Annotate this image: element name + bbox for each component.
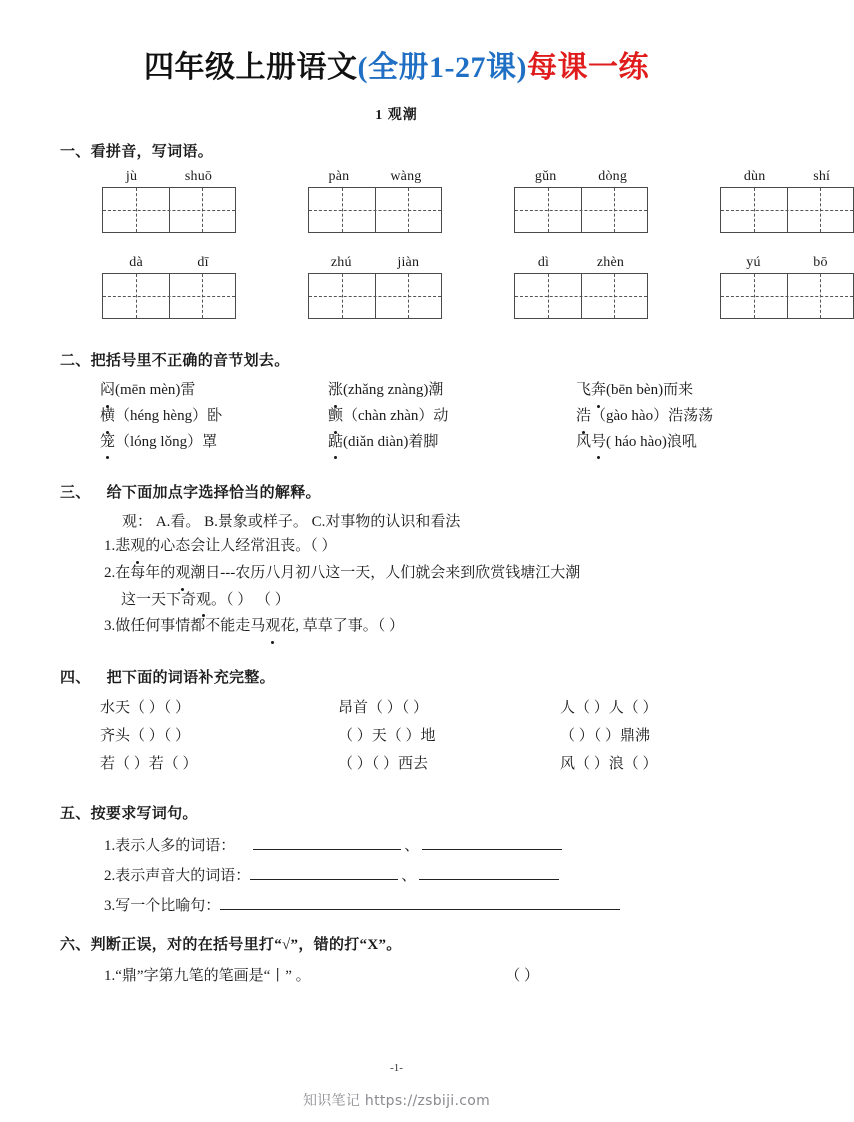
- prefix-char: 风: [576, 433, 592, 450]
- section-number-2: 二、: [60, 353, 91, 369]
- tianzige-box[interactable]: [720, 187, 854, 233]
- tianzige-cell[interactable]: [169, 274, 236, 318]
- answer-blank[interactable]: [419, 864, 559, 880]
- list-item[interactable]: [104, 613, 733, 640]
- section-number-1: 一、: [60, 144, 91, 160]
- table-row: [100, 430, 733, 456]
- pinyin-syllable: dà: [129, 255, 143, 270]
- list-item[interactable]: [104, 560, 733, 613]
- pinyin-syllable: dì: [537, 255, 550, 270]
- tianzige-cell[interactable]: [515, 188, 581, 232]
- syllable-options: ( háo hào)浪吼: [606, 433, 697, 450]
- table-row: [100, 404, 733, 430]
- syllable-choice-table: [60, 378, 733, 455]
- pinyin-syllable: shí: [813, 169, 831, 184]
- dotted-char: 奔: [591, 378, 606, 404]
- list-item: [104, 891, 733, 921]
- tianzige-group: [514, 255, 648, 319]
- syllable-item[interactable]: [576, 378, 693, 404]
- dotted-char: 踮: [328, 430, 343, 456]
- section-number-4: 四、: [60, 670, 91, 687]
- page-number: -1-: [390, 1062, 403, 1074]
- table-row: [100, 723, 733, 751]
- pinyin-syllable: zhèn: [596, 255, 625, 270]
- item-number: 3.: [104, 618, 116, 635]
- section-title-1: 看拼音，写词语。: [90, 144, 214, 160]
- tianzige-box[interactable]: [308, 273, 442, 319]
- answer-blank[interactable]: [250, 864, 398, 880]
- pinyin-label: [720, 169, 854, 185]
- tianzige-cell[interactable]: [787, 274, 854, 318]
- tianzige-box[interactable]: [720, 273, 854, 319]
- item-text: “鼎”字第九笔的笔画是“丨” 。: [115, 968, 311, 985]
- tianzige-cell[interactable]: [103, 274, 169, 318]
- tianzige-cell[interactable]: [721, 274, 787, 318]
- dotted-char: 号: [591, 430, 606, 456]
- pinyin-syllable: dùn: [743, 169, 766, 184]
- answer-blank[interactable]: [422, 834, 562, 850]
- item-label: 2.表示声音大的词语：: [104, 868, 251, 885]
- section-number-3: 三、: [60, 485, 91, 502]
- tianzige-cell[interactable]: [309, 188, 375, 232]
- dotted-char: 观: [196, 587, 211, 614]
- page-title: [60, 0, 733, 86]
- pinyin-syllable: shuō: [184, 169, 213, 184]
- answer-blank[interactable]: [220, 894, 620, 910]
- tianzige-cell[interactable]: [375, 274, 442, 318]
- tianzige-box[interactable]: [102, 273, 236, 319]
- section-heading-2: [60, 349, 733, 370]
- section-title-5: 按要求写词句。: [90, 806, 198, 823]
- table-row: [100, 378, 733, 404]
- syllable-options: (zhǎng znàng)潮: [343, 382, 444, 398]
- tianzige-cell[interactable]: [103, 188, 169, 232]
- idiom-blank[interactable]: 齐头（ ）（ ）: [100, 727, 191, 744]
- pinyin-grid-row-1: [60, 169, 831, 233]
- item-continuation: [104, 587, 733, 614]
- idiom-blank[interactable]: 人（ ）人（ ）: [560, 700, 658, 717]
- pinyin-syllable: wàng: [390, 169, 422, 184]
- dotted-char: 浩: [576, 404, 591, 430]
- table-row: [100, 751, 733, 779]
- syllable-item[interactable]: [328, 404, 576, 430]
- tianzige-group: [308, 169, 442, 233]
- tianzige-group: [720, 255, 854, 319]
- section-heading-1: [60, 140, 733, 161]
- dotted-char: 观: [265, 613, 280, 640]
- section-heading-6: [60, 933, 733, 954]
- section-heading-4: [60, 666, 733, 687]
- syllable-options: （gào hào）浩荡荡: [591, 407, 714, 424]
- pinyin-syllable: jiàn: [397, 255, 420, 270]
- item-text-pre: 做任何事情都不能走马: [115, 618, 266, 635]
- dotted-char: 横: [100, 404, 115, 430]
- pinyin-label: [720, 255, 854, 271]
- pinyin-syllable: yú: [746, 255, 761, 270]
- tianzige-cell[interactable]: [515, 274, 581, 318]
- item-number: 1.: [104, 538, 116, 555]
- pinyin-syllable: gǔn: [534, 169, 557, 184]
- item-text-post: 潮日---农历八月初八这一天，人们就会来到欣赏钱塘江大潮: [190, 565, 581, 582]
- syllable-options: (bēn bèn)而来: [606, 382, 694, 398]
- table-row: [100, 695, 733, 723]
- title-segment-red: 每课一练: [526, 51, 649, 84]
- syllable-options: （héng hèng）卧: [115, 407, 223, 424]
- item-text-pre: 在每年的: [115, 565, 176, 582]
- tianzige-box[interactable]: [102, 187, 236, 233]
- syllable-options: （lóng lǒng）罩: [115, 433, 218, 450]
- idiom-blank[interactable]: （ ）（ ）鼎沸: [560, 727, 651, 744]
- true-false-list: [60, 962, 733, 991]
- syllable-options: (diǎn diàn)着脚: [343, 433, 439, 450]
- definition-options: 观： A.看。 B.景象或样子。 C.对事物的认识和看法: [122, 514, 461, 531]
- tianzige-box[interactable]: [514, 187, 648, 233]
- idiom-blank[interactable]: 风（ ）浪（ ）: [560, 755, 658, 772]
- definition-question-list: [60, 533, 733, 640]
- list-item[interactable]: [104, 962, 733, 991]
- item-number: 2.: [104, 565, 116, 582]
- list-item: [104, 861, 733, 891]
- pinyin-syllable: pàn: [328, 169, 350, 184]
- section-title-4: 把下面的词语补充完整。: [106, 670, 275, 687]
- dotted-char: 颤: [328, 404, 343, 430]
- answer-bracket[interactable]: （ ）: [505, 968, 540, 985]
- syllable-options: (mēn mèn)雷: [115, 382, 196, 398]
- section-heading-5: [60, 802, 733, 823]
- idiom-blank[interactable]: （ ）天（ ）地: [338, 727, 436, 744]
- continuation-pre: 这一天下奇: [121, 591, 197, 608]
- pinyin-syllable: dī: [197, 255, 209, 270]
- syllable-item[interactable]: [100, 404, 328, 430]
- answer-blank[interactable]: [253, 834, 401, 850]
- tianzige-group: [514, 169, 648, 233]
- idiom-completion-table: [60, 695, 733, 778]
- item-label: 1.表示人多的词语：: [104, 838, 236, 855]
- dotted-char: 笼: [100, 430, 115, 456]
- syllable-item[interactable]: [328, 378, 576, 404]
- continuation-post: 。（ ） （ ）: [211, 591, 290, 608]
- syllable-item[interactable]: [328, 430, 576, 456]
- pinyin-syllable: dòng: [598, 169, 628, 184]
- dotted-char: 闷: [100, 378, 115, 404]
- pinyin-label: [308, 255, 442, 271]
- list-item: [104, 831, 733, 861]
- item-text-pre: 悲: [115, 538, 131, 555]
- section-heading-3: [60, 481, 733, 502]
- idiom-blank[interactable]: 昂首（ ）（ ）: [338, 700, 429, 717]
- idiom-blank[interactable]: 若（ ）若（ ）: [100, 755, 198, 772]
- blank-separator: 、: [401, 868, 417, 885]
- tianzige-cell[interactable]: [375, 188, 442, 232]
- section-number-6: 六、: [60, 937, 91, 954]
- pinyin-syllable: bō: [813, 255, 828, 270]
- lesson-title: 1 观潮: [375, 108, 418, 123]
- syllable-options: （chàn zhàn）动: [343, 407, 449, 424]
- pinyin-label: [308, 169, 442, 185]
- syllable-item[interactable]: [100, 430, 328, 456]
- section-number-5: 五、: [60, 806, 91, 823]
- syllable-item[interactable]: [100, 378, 328, 404]
- pinyin-label: [514, 169, 648, 185]
- tianzige-box[interactable]: [514, 273, 648, 319]
- dotted-char: 涨: [328, 378, 343, 404]
- syllable-item[interactable]: [576, 430, 697, 456]
- idiom-blank[interactable]: （ ）（ ）西去: [338, 755, 429, 772]
- item-text-post: 的心态会让人经常沮丧。（ ）: [145, 538, 337, 555]
- title-segment-black: 四年级上册语文: [144, 51, 358, 84]
- tianzige-cell[interactable]: [581, 274, 648, 318]
- pinyin-label: [514, 255, 648, 271]
- blank-separator: 、: [404, 838, 420, 855]
- tianzige-cell[interactable]: [169, 188, 236, 232]
- tianzige-cell[interactable]: [309, 274, 375, 318]
- tianzige-group: [720, 169, 854, 233]
- tianzige-cell[interactable]: [721, 188, 787, 232]
- tianzige-cell[interactable]: [787, 188, 854, 232]
- idiom-blank[interactable]: 水天（ ）（ ）: [100, 700, 191, 717]
- pinyin-syllable: zhú: [330, 255, 352, 270]
- pinyin-label: [102, 255, 236, 271]
- tianzige-group: [102, 255, 236, 319]
- write-words-list: [60, 831, 733, 921]
- item-text-post: 花, 草草了事。（ ）: [280, 618, 405, 635]
- pinyin-syllable: jù: [125, 169, 138, 184]
- dotted-char: 观: [130, 533, 145, 560]
- title-segment-blue: (全册1-27课): [357, 51, 527, 84]
- tianzige-box[interactable]: [308, 187, 442, 233]
- section-title-6: 判断正误，对的在括号里打“√”，错的打“X”。: [90, 937, 402, 954]
- list-item[interactable]: [104, 533, 733, 560]
- watermark: 知识笔记 https://zsbiji.com: [302, 1093, 491, 1109]
- item-label: 3.写一个比喻句：: [104, 898, 221, 915]
- pinyin-grid-row-2: [60, 255, 828, 319]
- item-number: 1.: [104, 968, 116, 985]
- section-title-3: 给下面加点字选择恰当的解释。: [106, 485, 321, 502]
- section-title-2: 把括号里不正确的音节划去。: [90, 353, 290, 369]
- tianzige-cell[interactable]: [581, 188, 648, 232]
- pinyin-label: [102, 169, 236, 185]
- tianzige-group: [308, 255, 442, 319]
- dotted-char: 观: [175, 560, 190, 587]
- tianzige-group: [102, 169, 236, 233]
- prefix-char: 飞: [576, 382, 592, 398]
